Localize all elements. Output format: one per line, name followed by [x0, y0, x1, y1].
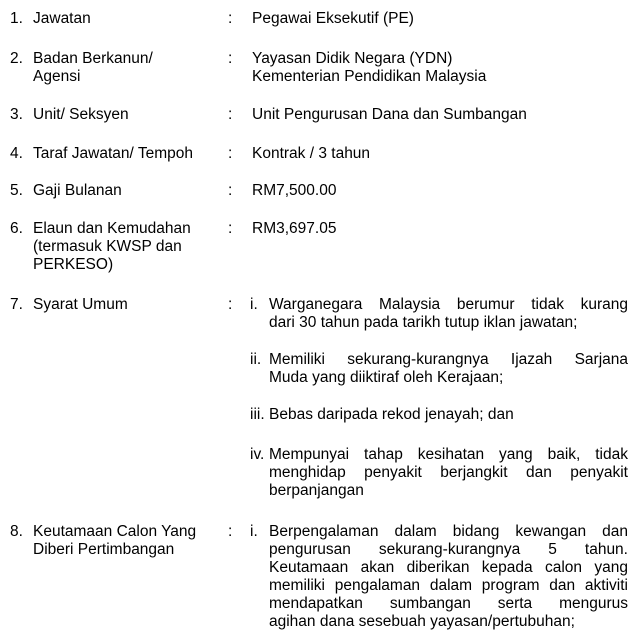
item-label — [33, 182, 223, 200]
item-label — [33, 145, 223, 163]
item-value — [252, 106, 632, 124]
label-line: Taraf Jawatan/ Tempoh — [33, 145, 193, 162]
label-line: Jawatan — [33, 10, 91, 27]
item-value — [252, 145, 632, 163]
text-line: Keutamaan akan diberikan kepada calon yang — [269, 559, 628, 576]
text-line: Berpengalaman dalam bidang kewangan dan — [269, 523, 628, 540]
sub-item-text — [269, 523, 628, 631]
item-label — [33, 523, 223, 559]
label-line: Diberi Pertimbangan — [33, 541, 175, 558]
label-line: PERKESO) — [33, 256, 114, 273]
label-line: Badan Berkanun/ — [33, 50, 153, 67]
text-line: mendapatkan sumbangan serta mengurus — [269, 595, 628, 612]
sub-item-text — [269, 406, 628, 424]
sub-item-number: i. — [250, 523, 258, 540]
item-label — [33, 296, 223, 314]
item-number: 1. — [10, 10, 23, 27]
colon-separator: : — [228, 220, 233, 237]
value-line: Unit Pengurusan Dana dan Sumbangan — [252, 106, 527, 123]
text-line: Warganegara Malaysia berumur tidak kurang — [269, 296, 628, 313]
item-value — [252, 182, 632, 200]
colon-separator: : — [228, 296, 233, 313]
text-line: menghidap penyakit berjangkit dan penyakit — [269, 464, 628, 481]
label-line: Elaun dan Kemudahan — [33, 220, 191, 237]
sub-item-text — [269, 351, 628, 387]
item-number: 4. — [10, 145, 23, 162]
item-label — [33, 106, 223, 124]
label-line: Unit/ Seksyen — [33, 106, 129, 123]
item-value — [252, 10, 632, 28]
item-number: 3. — [10, 106, 23, 123]
item-number: 6. — [10, 220, 23, 237]
item-label — [33, 220, 223, 274]
label-line: Syarat Umum — [33, 296, 128, 313]
label-line: Agensi — [33, 68, 81, 85]
item-number: 5. — [10, 182, 23, 199]
sub-item-number: i. — [250, 296, 258, 313]
item-number: 7. — [10, 296, 23, 313]
label-line: Gaji Bulanan — [33, 182, 122, 199]
sub-item-text — [269, 296, 628, 332]
sub-item-text — [269, 446, 628, 500]
label-line: (termasuk KWSP dan — [33, 238, 182, 255]
value-line: Kementerian Pendidikan Malaysia — [252, 68, 487, 85]
text-line: Mempunyai tahap kesihatan yang baik, tidak — [269, 446, 628, 463]
text-line: berpanjangan — [269, 482, 364, 499]
colon-separator: : — [228, 523, 233, 540]
text-line: memiliki pengalaman dalam program dan aktiviti — [269, 577, 628, 594]
value-line: Yayasan Didik Negara (YDN) — [252, 50, 453, 67]
text-line: Muda yang diiktiraf oleh Kerajaan; — [269, 369, 504, 386]
value-line: Kontrak / 3 tahun — [252, 145, 371, 162]
value-line: RM3,697.05 — [252, 220, 337, 237]
item-value — [252, 50, 632, 86]
text-line: Bebas daripada rekod jenayah; dan — [269, 406, 514, 423]
item-number: 2. — [10, 50, 23, 67]
sub-item-number: ii. — [250, 351, 262, 368]
text-line: dari 30 tahun pada tarikh tutup iklan jawatan; — [269, 314, 578, 331]
label-line: Keutamaan Calon Yang — [33, 523, 197, 540]
colon-separator: : — [228, 106, 233, 123]
sub-item-number: iii. — [250, 406, 265, 423]
value-line: RM7,500.00 — [252, 182, 337, 199]
item-label — [33, 10, 223, 28]
colon-separator: : — [228, 50, 233, 67]
item-number: 8. — [10, 523, 23, 540]
colon-separator: : — [228, 182, 233, 199]
text-line: pengurusan sekurang-kurangnya 5 tahun. — [269, 541, 628, 558]
colon-separator: : — [228, 145, 233, 162]
value-line: Pegawai Eksekutif (PE) — [252, 10, 414, 27]
text-line: Memiliki sekurang-kurangnya Ijazah Sarjana — [269, 351, 628, 368]
sub-item-number: iv. — [250, 446, 265, 463]
item-label — [33, 50, 223, 86]
colon-separator: : — [228, 10, 233, 27]
item-value — [252, 220, 632, 238]
text-line: agihan dana sesebuah yayasan/pertubuhan; — [269, 613, 575, 630]
